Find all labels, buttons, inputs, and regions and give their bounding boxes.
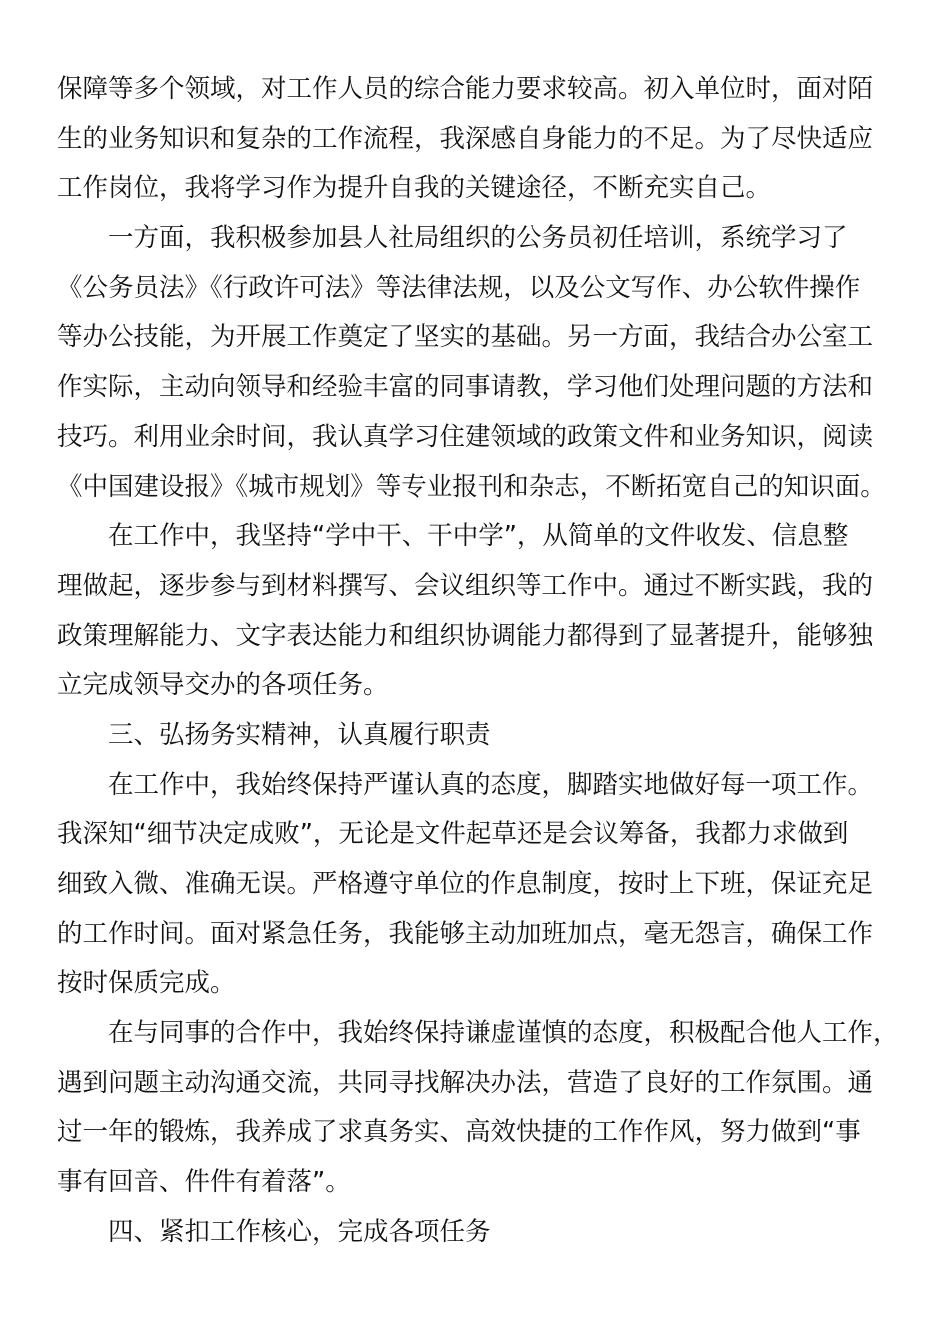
paragraph-start-line: 一方面，我积极参加县人社局组织的公务员初任培训，系统学习了	[108, 223, 848, 254]
section-heading: 四、紧扣工作核心，完成各项任务	[108, 1216, 491, 1247]
text-line: 过一年的锻炼，我养成了求真务实、高效快捷的工作作风，努力做到“事	[57, 1117, 861, 1148]
text-line: 作实际，主动向领导和经验丰富的同事请教，学习他们处理问题的方法和	[57, 372, 874, 403]
text-line: 保障等多个领域，对工作人员的综合能力要求较高。初入单位时，面对陌	[57, 74, 874, 104]
document-body	[57, 65, 899, 1258]
paragraph-start-line: 在与同事的合作中，我始终保持谦虚谨慎的态度，积极配合他人工作，	[108, 1018, 899, 1049]
text-line: 工作岗位，我将学习作为提升自我的关键途径，不断充实自己。	[57, 173, 772, 204]
text-line: 生的业务知识和复杂的工作流程，我深感自身能力的不足。为了尽快适应	[57, 123, 874, 154]
text-line: 政策理解能力、文字表达能力和组织协调能力都得到了显著提升，能够独	[57, 620, 874, 651]
text-line: 按时保质完成。	[57, 968, 236, 999]
text-line: 的工作时间。面对紧急任务，我能够主动加班加点，毫无怨言，确保工作	[57, 918, 874, 949]
text-line: 《中国建设报》《城市规划》等专业报刊和杂志，不断拓宽自己的知识面。	[57, 471, 886, 502]
paragraph-start-line: 在工作中，我始终保持严谨认真的态度，脚踏实地做好每一项工作。	[108, 769, 874, 800]
text-line: 《公务员法》《行政许可法》等法律法规，以及公文写作、办公软件操作	[57, 272, 861, 303]
text-line: 等办公技能，为开展工作奠定了坚实的基础。另一方面，我结合办公室工	[57, 322, 874, 353]
text-line: 立完成领导交办的各项任务。	[57, 670, 389, 701]
text-line: 理做起，逐步参与到材料撰写、会议组织等工作中。通过不断实践，我的	[57, 570, 874, 601]
text-line: 技巧。利用业余时间，我认真学习住建领域的政策文件和业务知识，阅读	[57, 421, 874, 452]
text-line: 我深知“细节决定成败”，无论是文件起草还是会议筹备，我都力求做到	[57, 819, 849, 850]
text-line: 细致入微、准确无误。严格遵守单位的作息制度，按时上下班，保证充足	[57, 869, 874, 899]
text-line: 事有回音、件件有着落”。	[57, 1167, 351, 1198]
paragraph-start-line: 在工作中，我坚持“学中干、干中学”，从简单的文件收发、信息整	[108, 521, 849, 552]
text-line: 遇到问题主动沟通交流，共同寻找解决办法，营造了良好的工作氛围。通	[57, 1067, 874, 1098]
section-heading: 三、弘扬务实精神，认真履行职责	[108, 719, 491, 750]
